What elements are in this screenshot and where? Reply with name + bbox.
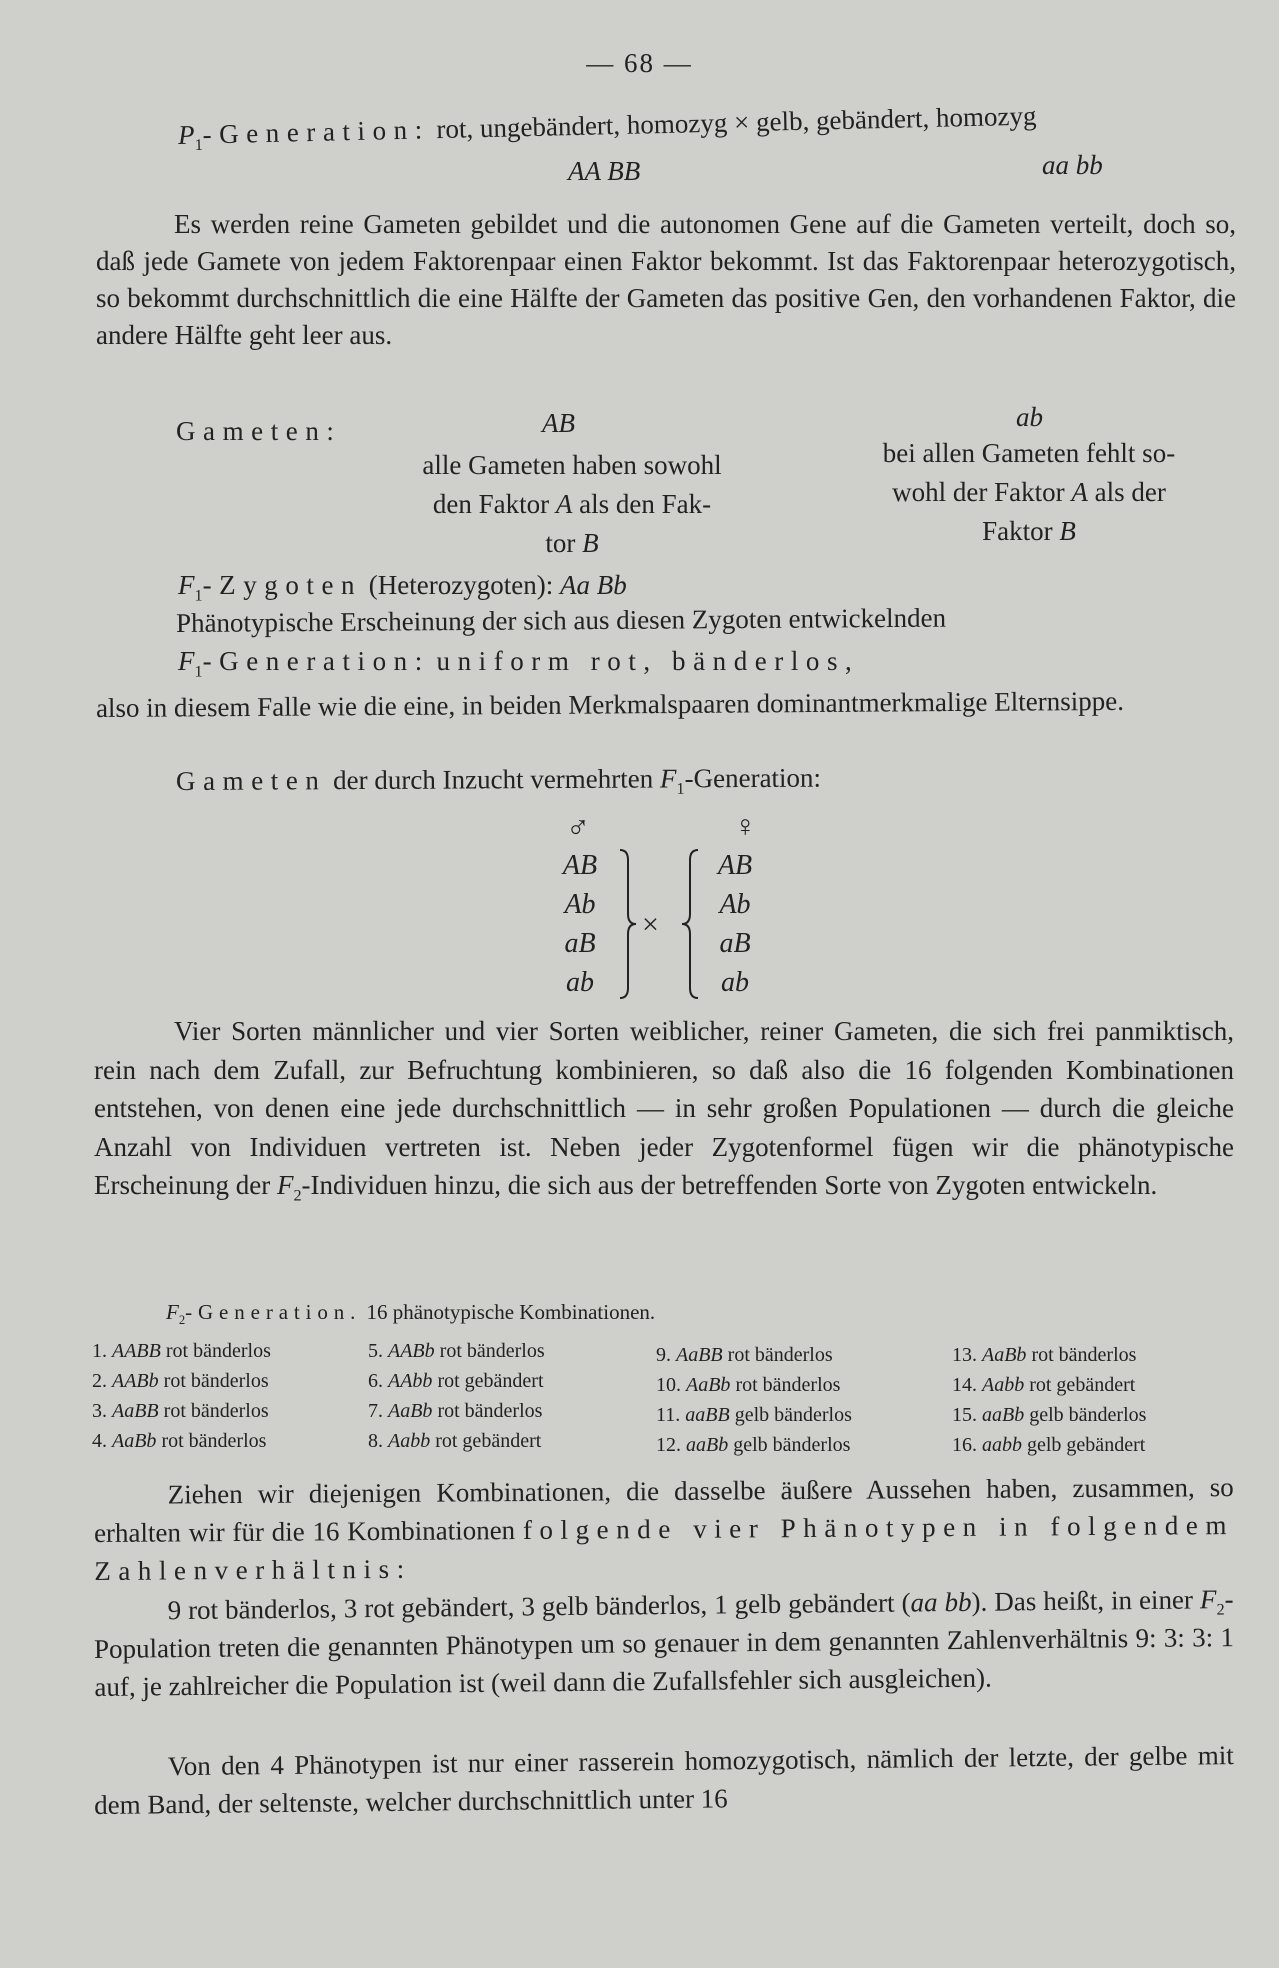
f1-zygoten-formula: Aa Bb <box>559 570 627 600</box>
combo-13-phenotype: rot bänderlos <box>1031 1344 1137 1366</box>
f2-symbol: F <box>166 1300 179 1324</box>
combos-column-4 <box>952 1340 1146 1460</box>
combo-14-number: 14. <box>952 1374 977 1396</box>
combo-10 <box>656 1370 852 1400</box>
f1-zygoten-symbol: F <box>178 570 195 600</box>
combo-16-formula: aabb <box>982 1434 1022 1456</box>
male-gamete-2: Ab <box>564 889 596 920</box>
gameten-right-line-2a: wohl der Faktor <box>892 477 1065 507</box>
combo-1 <box>92 1336 271 1366</box>
f1-zygoten-label: -Zygoten <box>202 570 363 600</box>
paragraph-ratio <box>93 1580 1234 1706</box>
combo-5-formula: AABb <box>388 1340 435 1362</box>
combo-8-formula: Aabb <box>388 1430 431 1452</box>
f1-generation-value: uniform rot, bänderlos, <box>436 646 860 676</box>
page-number: — 68 — <box>586 48 693 78</box>
combo-13-formula: AaBb <box>982 1344 1027 1366</box>
combo-5-phenotype: rot bänderlos <box>439 1340 545 1362</box>
combos-column-2 <box>368 1336 545 1456</box>
combo-1-formula: AABB <box>112 1340 161 1362</box>
paragraph-ratio-text-a: 9 rot bänderlos, 3 rot gebändert, 3 gelb bänderlos, 1 gelb gebändert ( <box>167 1587 911 1626</box>
combo-14 <box>952 1370 1146 1400</box>
combo-9-phenotype: rot bänderlos <box>727 1344 833 1366</box>
female-gamete-4: ab <box>721 967 749 998</box>
paragraph-homozygous: Von den 4 Phänotypen ist nur einer rasserein homozygotisch, nämlich der letzte, der gelbe mit dem Band, der seltenste, welcher durchschnittlich unter 16 <box>94 1740 1234 1820</box>
combo-11-formula: aaBB <box>685 1404 730 1426</box>
combo-2 <box>92 1366 271 1396</box>
combo-14-formula: Aabb <box>982 1374 1025 1396</box>
combo-13-number: 13. <box>952 1344 977 1366</box>
f1-generation-label: -Generation: <box>202 646 430 676</box>
inzucht-label: Gameten <box>175 765 327 796</box>
paragraph-phenotypes-text: Ziehen wir diejenigen Kombinationen, die dasselbe äußere Aussehen haben, zusammen, so erhalten wir für die 16 Kombinationen <box>93 1472 1234 1548</box>
combo-8-number: 8. <box>368 1430 383 1452</box>
f2-heading <box>166 1296 655 1328</box>
combo-3-number: 3. <box>92 1400 107 1422</box>
gameten-left-line-3a: tor <box>545 528 576 558</box>
gameten-left-line-2a: den Faktor <box>432 489 550 519</box>
combo-2-formula: AABb <box>112 1370 159 1392</box>
combo-10-phenotype: rot bänderlos <box>735 1374 841 1396</box>
combo-7-phenotype: rot bänderlos <box>437 1400 543 1422</box>
gameten-right-formula: ab <box>1016 402 1043 432</box>
combo-5 <box>368 1336 545 1366</box>
gameten-left-line-2c: als den Fak- <box>579 489 712 519</box>
f1-zygoten-text: (Heterozygoten): <box>368 570 554 600</box>
gameten-left-line-3b: B <box>582 528 599 558</box>
combo-3-formula: AaBB <box>112 1400 159 1422</box>
gameten-right-line-2c: als der <box>1094 477 1166 507</box>
combo-15 <box>952 1400 1146 1430</box>
inzucht-symbol: F <box>659 763 677 794</box>
combo-7-number: 7. <box>368 1400 383 1422</box>
f2-heading-text: 16 phänotypische Kombinationen. <box>366 1300 656 1324</box>
paragraph-ratio-formula: aa bb <box>910 1586 972 1618</box>
f1-zygoten-subscript: 1 <box>194 586 203 605</box>
combo-1-phenotype: rot bänderlos <box>165 1340 271 1362</box>
gameten-left-description <box>372 446 772 563</box>
gameten-right-line-2 <box>822 473 1236 512</box>
combo-10-formula: AaBb <box>686 1374 731 1396</box>
combo-7-formula: AaBb <box>388 1400 433 1422</box>
combo-13 <box>952 1340 1146 1370</box>
combo-10-number: 10. <box>656 1374 681 1396</box>
f1-zygoten-line <box>178 566 627 604</box>
p1-subscript: 1 <box>194 135 204 155</box>
combo-16-number: 16. <box>952 1434 977 1456</box>
combo-3 <box>92 1396 271 1426</box>
combo-7 <box>368 1396 545 1426</box>
gameten-right-line-3a: Faktor <box>982 516 1053 546</box>
f1-generation-symbol: F <box>178 646 195 676</box>
combo-4-number: 4. <box>92 1430 107 1452</box>
inzucht-text-a: der durch Inzucht vermehrten <box>333 763 654 796</box>
combo-4-formula: AaBb <box>112 1430 157 1452</box>
combo-9 <box>656 1340 852 1370</box>
gameten-right-description <box>822 434 1236 551</box>
paragraph-phenotypes <box>94 1468 1235 1590</box>
gameten-left-line-2 <box>372 485 772 524</box>
paragraph-elternsippe: also in diesem Falle wie die eine, in beiden Merkmalspaaren dominantmerkmalige Elternsippe. <box>95 685 1125 723</box>
combo-11 <box>656 1400 852 1430</box>
f2-subscript: 2 <box>178 1313 186 1328</box>
inzucht-text-b: -Generation: <box>684 762 822 794</box>
combo-15-phenotype: gelb bänderlos <box>1029 1404 1147 1426</box>
gameten-left-line-1: alle Gameten haben sowohl <box>422 450 722 480</box>
gameten-left-line-2b: A <box>555 489 573 519</box>
gameten-left-formula: AB <box>542 408 575 438</box>
male-gamete-1: AB <box>562 850 598 881</box>
paragraph-gametes-formation: Es werden reine Gameten gebildet und die autonomen Gene auf die Gameten verteilt, doch so, daß jede Gamete von jedem Faktorenpaar einen Faktor bekommt. Ist das Faktorenpaar heterozygotisch, so bekommt durchschnittlich die eine Hälfte der Gameten das positive Gen, den vorhandenen Faktor, die andere Hälfte geht leer aus. <box>96 209 1236 350</box>
inzucht-subscript: 1 <box>676 779 685 798</box>
combo-4 <box>92 1426 271 1456</box>
paragraph-combinations-text-b: -Individuen hinzu, die sich aus der betreffenden Sorte von Zygoten entwickeln. <box>301 1170 1158 1200</box>
female-symbol: ♀ <box>734 810 757 843</box>
paragraph-ratio-subscript: 2 <box>1216 1600 1225 1619</box>
p1-label: -Generation: <box>202 114 431 150</box>
gameten-right-line-2b: A <box>1071 477 1088 507</box>
paragraph-combinations-text-a: Vier Sorten männlicher und vier Sorten weiblicher, reiner Gameten, die sich frei panmiktisch, rein nach dem Zufall, zur Befruchtung kombinieren, so daß also die 16 folgenden Kombinationen entstehen, von denen eine jede durchschnittlich — in sehr großen Populationen — durch die gleiche Anzahl von Individuen vertreten ist. Neben jeder Zygotenformel fügen wir die phänotypische Erscheinung der <box>94 1016 1234 1200</box>
combo-12-formula: aaBb <box>686 1434 729 1456</box>
combo-15-formula: aaBb <box>982 1404 1025 1426</box>
combo-6-formula: AAbb <box>388 1370 433 1392</box>
paragraph-ratio-text-c: -Population treten die genannten Phänotypen um so genauer in dem genannten Zahlenverhältnis 9: 3: 3: 1 auf, je zahlreicher die Population ist (weil dann die Zufallsfehler sich ausgleichen). <box>93 1584 1235 1702</box>
combo-11-number: 11. <box>656 1404 681 1426</box>
male-symbol: ♂ <box>566 809 590 845</box>
f1-phenotype-line: Phänotypische Erscheinung der sich aus diesen Zygoten entwickelnden <box>175 602 947 638</box>
combo-16-phenotype: gelb gebändert <box>1027 1434 1146 1456</box>
paragraph-ratio-symbol: F <box>1199 1584 1217 1615</box>
combo-9-number: 9. <box>656 1344 671 1366</box>
combos-column-3 <box>656 1340 852 1460</box>
combo-4-phenotype: rot bänderlos <box>161 1430 267 1452</box>
gameten-right-line-3 <box>822 512 1236 551</box>
combo-12 <box>656 1430 852 1460</box>
combo-6 <box>368 1366 545 1396</box>
combo-9-formula: AaBB <box>676 1344 723 1366</box>
paragraph-combinations-symbol: F <box>276 1170 294 1200</box>
combo-3-phenotype: rot bänderlos <box>163 1400 269 1422</box>
combo-1-number: 1. <box>92 1340 107 1362</box>
combo-2-phenotype: rot bänderlos <box>163 1370 269 1392</box>
male-gamete-3: aB <box>564 928 596 959</box>
female-gamete-1: AB <box>717 850 753 881</box>
combo-11-phenotype: gelb bänderlos <box>734 1404 852 1426</box>
f2-label: -Generation. <box>185 1300 362 1324</box>
f1-generation-line <box>178 642 859 680</box>
combo-2-number: 2. <box>92 1370 107 1392</box>
paragraph-combinations-subscript: 2 <box>293 1186 302 1205</box>
gameten-right-line-1: bei allen Gameten fehlt so- <box>882 438 1176 468</box>
f1-generation-subscript: 1 <box>194 662 203 681</box>
combos-column-1 <box>92 1336 271 1456</box>
female-gamete-3: aB <box>719 928 751 959</box>
combo-8-phenotype: rot gebändert <box>435 1430 542 1452</box>
combo-14-phenotype: rot gebändert <box>1029 1374 1136 1396</box>
p1-generation-line <box>178 97 1037 154</box>
cross-times: × <box>642 908 659 941</box>
paragraph-ratio-text-b: ). Das heißt, in einer <box>971 1584 1194 1617</box>
gameten-label: Gameten: <box>176 416 342 446</box>
p1-text: rot, ungebändert, homozyg × gelb, gebändert, homozyg <box>436 100 1037 145</box>
p1-symbol: P <box>177 119 195 150</box>
p1-formula-right: aa bb <box>1042 150 1103 180</box>
combo-12-number: 12. <box>656 1434 681 1456</box>
gameten-left-line-3 <box>372 524 772 563</box>
p1-formula-left: AA BB <box>568 156 641 186</box>
combo-8 <box>368 1426 545 1456</box>
gameten-right-line-3b: B <box>1059 516 1076 546</box>
combo-6-phenotype: rot gebändert <box>437 1370 544 1392</box>
combo-6-number: 6. <box>368 1370 383 1392</box>
combo-16 <box>952 1430 1146 1460</box>
combo-12-phenotype: gelb bänderlos <box>733 1434 851 1456</box>
male-brace <box>618 848 638 1000</box>
combo-15-number: 15. <box>952 1404 977 1426</box>
paragraph-combinations <box>94 1012 1234 1205</box>
male-gamete-4: ab <box>566 967 594 998</box>
combo-5-number: 5. <box>368 1340 383 1362</box>
gameten-inzucht-line <box>176 759 821 800</box>
paragraph-phenotypes-spaced: folgende vier Phänotypen in folgendem Zahlenverhältnis: <box>94 1510 1235 1586</box>
female-gamete-2: Ab <box>719 889 751 920</box>
